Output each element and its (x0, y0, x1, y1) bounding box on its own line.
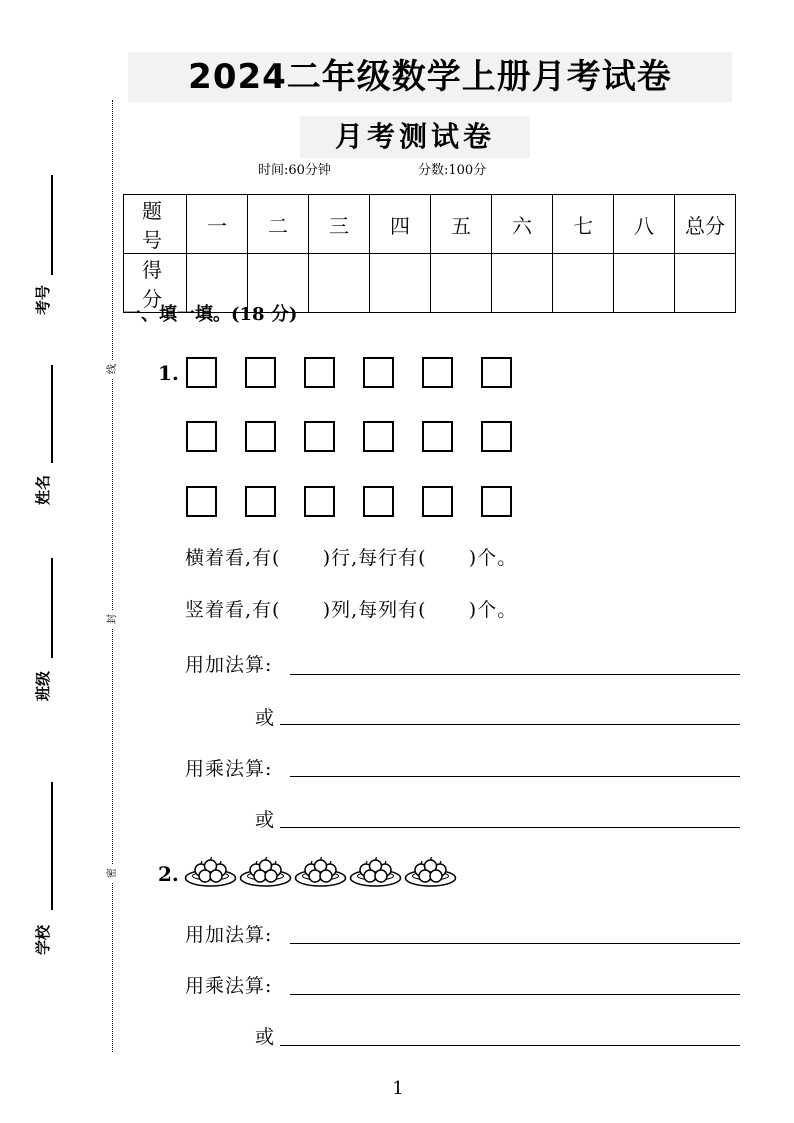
square-box (363, 421, 394, 452)
seal-mark-mi: 密 (104, 864, 122, 882)
section-1-title: 一、填一填。(18 分) (123, 304, 298, 325)
table-header-cell: 总分 (675, 195, 736, 254)
columns-question: 竖着看,有( )列,每列有( )个。 (185, 599, 518, 621)
apple-plate-icon (403, 856, 458, 890)
table-score-cell[interactable] (431, 254, 492, 313)
table-score-cell[interactable] (675, 254, 736, 313)
table-score-cell[interactable] (370, 254, 431, 313)
class-label: 班级 (34, 671, 52, 702)
square-box (245, 357, 276, 388)
question-1-number: 1. (158, 361, 179, 385)
score-info: 分数:100分 (418, 163, 487, 178)
school-label: 学校 (34, 925, 52, 956)
q2-or-label: 或 (255, 1026, 276, 1048)
exam-number-label: 考号 (34, 285, 52, 316)
q1-addition-alt-answer-line[interactable] (280, 724, 740, 725)
q2-alt-answer-line[interactable] (280, 1045, 740, 1046)
apple-plate-icon (238, 856, 293, 890)
q1-multiplication-answer-line[interactable] (290, 776, 740, 777)
name-label: 姓名 (34, 475, 52, 506)
square-box (304, 421, 335, 452)
table-header-cell: 七 (553, 195, 614, 254)
table-score-cell[interactable] (614, 254, 675, 313)
square-box (422, 486, 453, 517)
seal-mark-feng: 封 (104, 610, 122, 628)
rows-question: 横着看,有( )行,每行有( )个。 (185, 547, 518, 569)
school-line[interactable] (51, 782, 53, 910)
q1-multiplication-label: 用乘法算: (185, 758, 273, 780)
table-score-cell[interactable] (553, 254, 614, 313)
square-box (481, 486, 512, 517)
square-box (363, 486, 394, 517)
class-line[interactable] (51, 558, 53, 658)
table-header-cell: 一 (187, 195, 248, 254)
seal-dotted-line (112, 100, 113, 1052)
main-title: 2024二年级数学上册月考试卷 (128, 52, 732, 102)
table-score-label: 得 分 (124, 254, 187, 313)
q2-multiplication-answer-line[interactable] (290, 994, 740, 995)
square-box (186, 357, 217, 388)
apple-plate-icon (183, 856, 238, 890)
square-box (186, 421, 217, 452)
q2-addition-answer-line[interactable] (290, 943, 740, 944)
score-table (123, 194, 736, 313)
page-number: 1 (392, 1078, 404, 1099)
q2-addition-label: 用加法算: (185, 924, 273, 946)
question-2-number: 2. (158, 862, 179, 886)
table-header-cell: 二 (248, 195, 309, 254)
square-box (422, 421, 453, 452)
square-box (363, 357, 394, 388)
square-box (481, 421, 512, 452)
table-header-cell: 六 (492, 195, 553, 254)
q2-multiplication-label: 用乘法算: (185, 975, 273, 997)
table-header-cell: 八 (614, 195, 675, 254)
square-box (245, 421, 276, 452)
square-box (245, 486, 276, 517)
q1-addition-answer-line[interactable] (290, 674, 740, 675)
table-score-cell[interactable] (492, 254, 553, 313)
q1-multiplication-alt-answer-line[interactable] (280, 827, 740, 828)
name-line[interactable] (51, 365, 53, 463)
sub-title: 月考测试卷 (300, 116, 530, 158)
table-header-cell: 三 (309, 195, 370, 254)
exam-number-line[interactable] (51, 175, 53, 275)
table-score-cell[interactable] (309, 254, 370, 313)
q1-addition-label: 用加法算: (185, 654, 273, 676)
square-box (422, 357, 453, 388)
square-box (304, 357, 335, 388)
table-header-cell: 五 (431, 195, 492, 254)
q1-or-label: 或 (255, 707, 276, 729)
apple-plate-icon (348, 856, 403, 890)
seal-mark-xian: 线 (104, 360, 122, 378)
table-row (124, 195, 736, 254)
apple-plate-icon (293, 856, 348, 890)
table-header-cell: 四 (370, 195, 431, 254)
square-box (186, 486, 217, 517)
square-box (304, 486, 335, 517)
q1-or-label-2: 或 (255, 809, 276, 831)
time-info: 时间:60分钟 (258, 163, 331, 178)
table-header-label: 题 号 (124, 195, 187, 254)
square-box (481, 357, 512, 388)
